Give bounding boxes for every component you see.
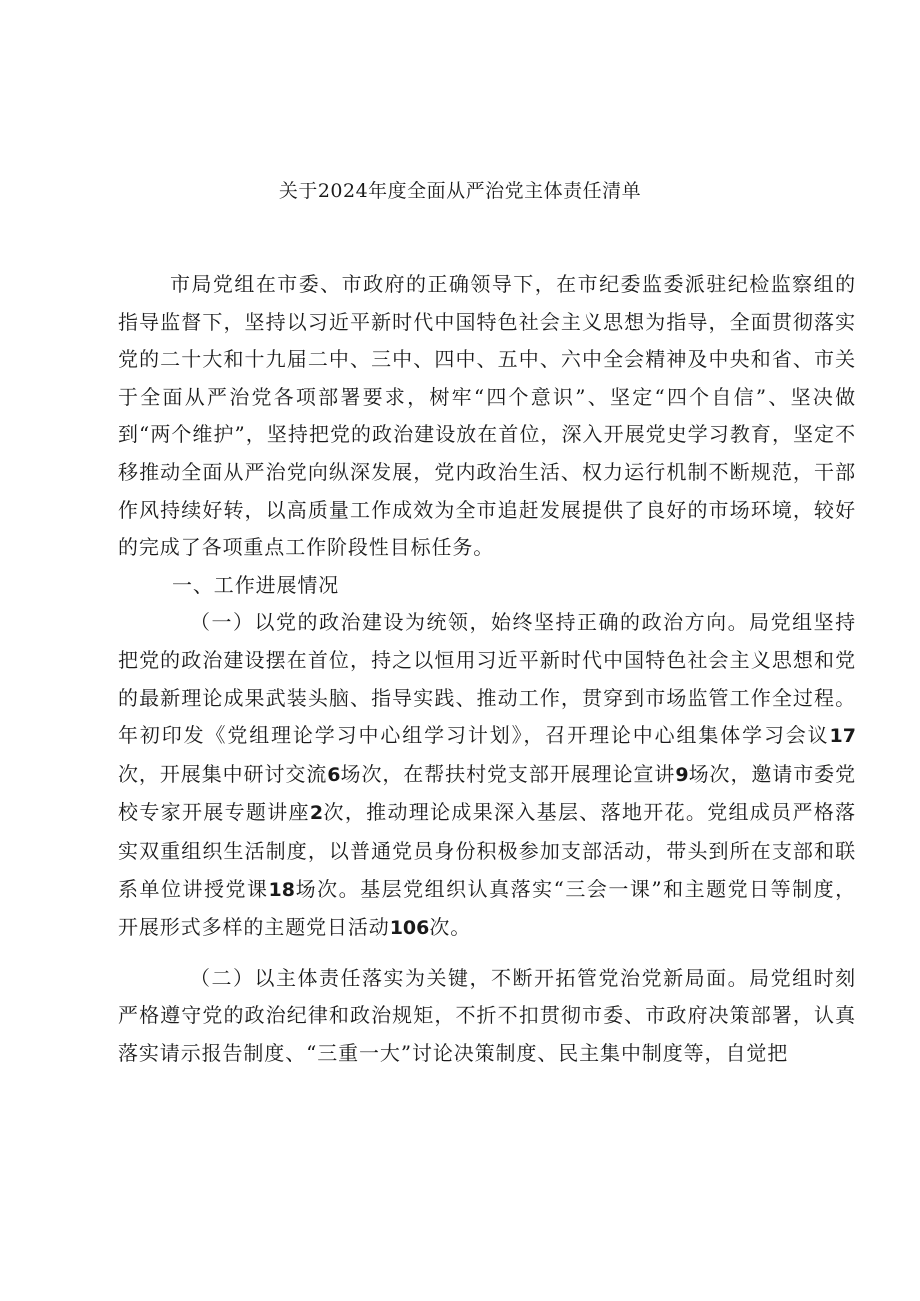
count-party-lessons: 18 [268, 878, 295, 901]
paragraph-text: 次，推动理论成果深入基层、落地开花。党组成员严格落实双重组织生活制度，以普通党员身份积极参加支部活动，带头到所在支部和联系单位讲授党课 [118, 800, 857, 901]
paragraph-text: （一）以党的政治建设为统领，始终坚持正确的政治方向。局党组坚持把党的政治建设摆在首位，持之以恒用习近平新时代中国特色社会主义思想和党的最新理论成果武装头脑、指导实践、推动工作，贯穿到市场监管工作全过程。年初印发《党组理论学习中心组学习计划》，召开理论中心组集体学习会议 [118, 610, 856, 748]
intro-paragraph: 市局党组在市委、市政府的正确领导下，在市纪委监委派驻纪检监察组的指导监督下，坚持以习近平新时代中国特色社会主义思想为指导，全面贯彻落实党的二十大和十九届二中、三中、四中、五中、六中全会精神及中央和省、市关于全面从严治党各项部署要求，树牢“四个意识”、坚定“四个自信”、坚决做到“两个维护”，坚持把党的政治建设放在首位，深入开展党史学习教育，坚定不移推动全面从严治党向纵深发展，党内政治生活、权力运行机制不断规范，干部作风持续好转，以高质量工作成效为全市追赶发展提供了良好的市场环境，较好的完成了各项重点工作阶段性目标任务。 [118, 272, 856, 560]
count-expert-talks: 2 [309, 802, 324, 825]
paragraph-political-building [118, 604, 856, 947]
count-lectures: 9 [675, 763, 689, 786]
paragraph-responsibility: （二）以主体责任落实为关键，不断开拓管党治党新局面。局党组时刻严格遵守党的政治纪律和政治规矩，不折不扣贯彻市委、市政府决策部署，认真落实请示报告制度、“三重一大”讨论决策制度、民主集中制度等，自觉把 [118, 965, 856, 1065]
document-body [118, 266, 856, 1072]
document-title: 关于2024年度全面从严治党主体责任清单 [278, 180, 642, 202]
paragraph-text: 场次，在帮扶村党支部开展理论宣讲 [340, 761, 676, 786]
count-study-sessions: 17 [829, 725, 856, 748]
paragraph-gap [118, 948, 856, 960]
section-heading: 一、工作进展情况 [172, 572, 340, 597]
count-party-day-activities: 106 [389, 917, 430, 940]
count-discussions: 6 [327, 763, 341, 786]
paragraph-text: 次。 [429, 915, 472, 940]
paragraph-text: 场次。基层党组织认真落实“三会一课”和主题党日等制度，开展形式多样的主题党日活动 [118, 876, 857, 940]
paragraph-text: 次，开展集中研讨交流 [118, 761, 328, 786]
paragraph-text: 场次，邀请市委党校专家开展专题讲座 [118, 761, 857, 825]
